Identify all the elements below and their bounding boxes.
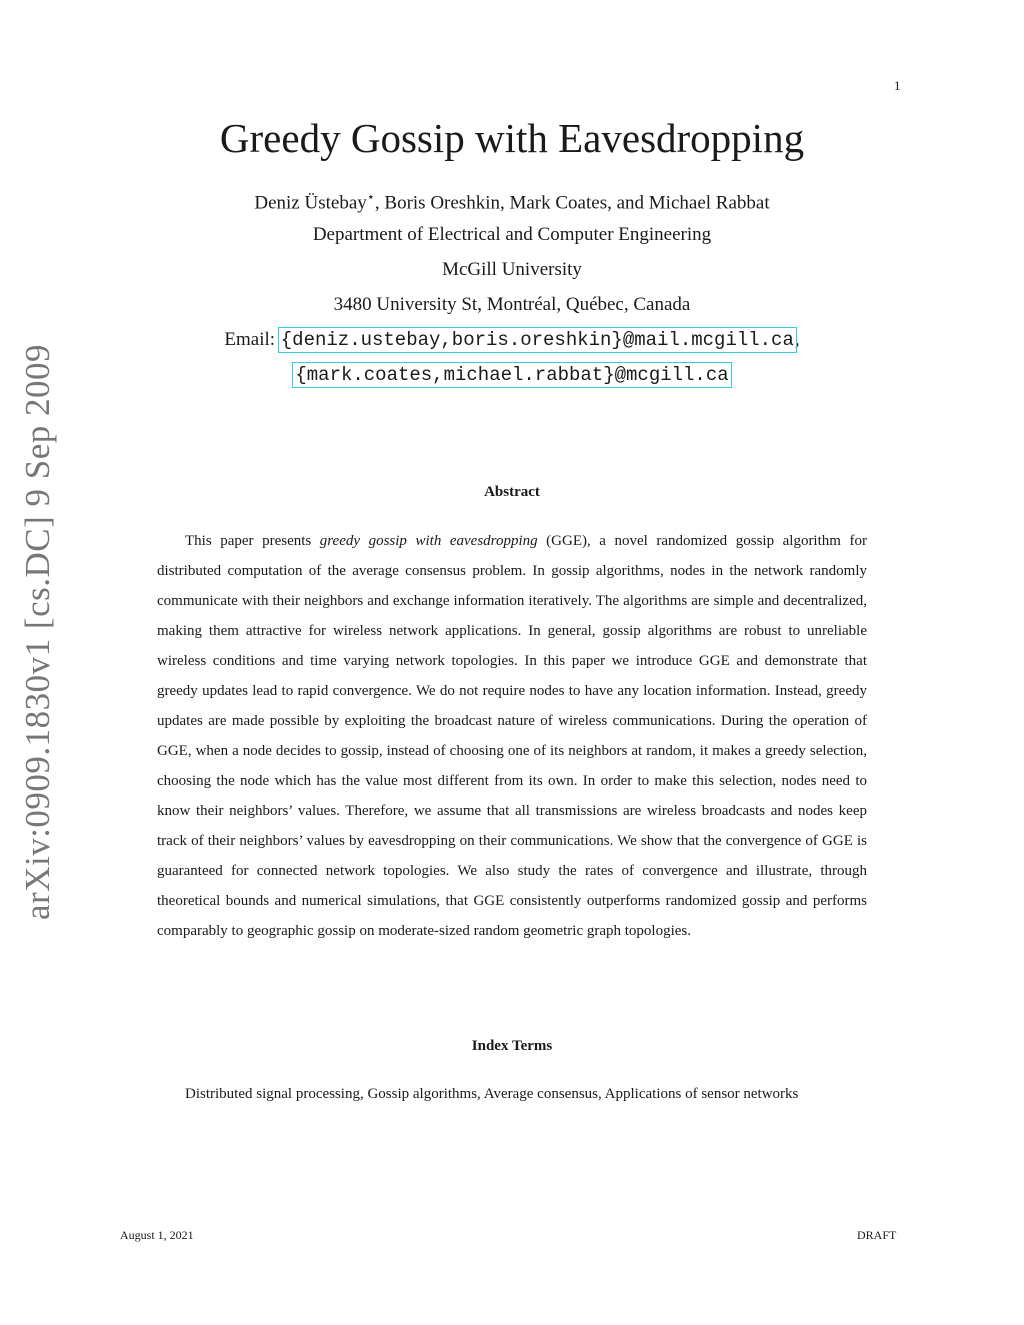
address: 3480 University St, Montréal, Québec, Canada	[333, 294, 691, 315]
email-line	[0, 329, 1024, 351]
abstract-body: (GGE), a novel randomized gossip algorithm for distributed computation of the average consensus problem. In gossip algorithms, nodes in the network randomly communicate with their neighbors and exchange information iteratively. The algorithms are simple and decentralized, making them attractive for wireless network applications. In general, gossip algorithms are robust to unreliable wireless conditions and time varying network topologies. In this paper we introduce GGE and demonstrate that greedy updates lead to rapid convergence. We do not require nodes to have any location information. Instead, greedy updates are made possible by exploiting the broadcast nature of wireless communications. During the operation of GGE, when a node decides to gossip, instead of choosing one of its neighbors at random, it makes a greedy selection, choosing the node which has the value most different from its own. In order to make this selection, nodes need to know their neighbors’ values. Therefore, we assume that all transmissions are wireless broadcasts and nodes keep track of their neighbors’ values by eavesdropping on their communications. We show that the convergence of GGE is guaranteed for connected network topologies. We also study the rates of convergence and illustrate, through theoretical bounds and numerical simulations, that GGE consistently outperforms randomized gossip and performs comparably to geographic gossip on moderate-sized random geometric graph topologies.	[157, 533, 867, 939]
email-link-1[interactable]: {deniz.ustebay,boris.oreshkin}@mail.mcgill.ca	[280, 329, 794, 351]
index-terms-heading: Index Terms	[471, 1038, 553, 1054]
university: McGill University	[442, 259, 582, 280]
author-list	[0, 189, 1024, 214]
email-line-2	[0, 364, 1024, 386]
footer-status: DRAFT	[857, 1228, 897, 1242]
email-separator: ,	[794, 329, 800, 350]
corresponding-author-mark: ⋆	[366, 189, 375, 204]
abstract-heading: Abstract	[484, 484, 540, 500]
other-authors: , Boris Oreshkin, Mark Coates, and Michael Rabbat	[374, 192, 770, 214]
index-terms-text: Distributed signal processing, Gossip algorithms, Average consensus, Applications of sensor networks	[185, 1086, 799, 1102]
page-number: 1	[894, 78, 901, 93]
footer-date: August 1, 2021	[120, 1228, 194, 1242]
abstract-text	[157, 526, 867, 946]
abstract-intro: This paper presents	[185, 533, 320, 549]
arxiv-stamp: arXiv:0909.1830v1 [cs.DC] 9 Sep 2009	[18, 343, 57, 920]
abstract-emphasis: greedy gossip with eavesdropping	[319, 533, 538, 549]
department: Department of Electrical and Computer Engineering	[312, 224, 712, 245]
paper-title: Greedy Gossip with Eavesdropping	[219, 115, 805, 161]
email-label: Email:	[224, 329, 280, 350]
first-author: Deniz Üstebay	[254, 192, 367, 214]
email-link-2[interactable]: {mark.coates,michael.rabbat}@mcgill.ca	[295, 364, 729, 386]
